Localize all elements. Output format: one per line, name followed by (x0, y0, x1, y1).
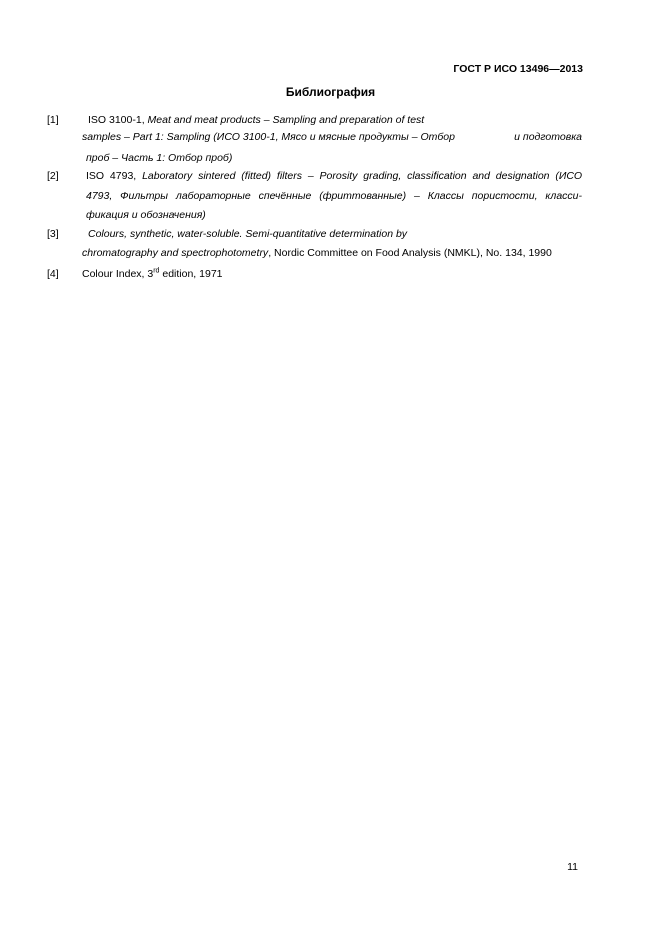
reference-title: 4793, Фильтры лабораторные спечённые (фриттованные) – Классы пористости, класси- (86, 190, 582, 202)
reference-line (86, 152, 232, 165)
reference-number: [1] (47, 114, 59, 126)
reference-title: chromatography and spectrophotometry (82, 247, 269, 259)
reference-number: [4] (47, 268, 59, 280)
reference-text: Colour Index, 3 (82, 268, 154, 280)
reference-title: и подготовка (514, 131, 582, 143)
reference-line (86, 209, 206, 222)
document-header: ГОСТ Р ИСО 13496—2013 (453, 63, 583, 75)
reference-text: , Nordic Committee on Food Analysis (NMKL), No. 134, 1990 (268, 247, 552, 259)
reference-line (82, 247, 552, 260)
reference-title: samples – Part 1: Sampling (ИСО 3100-1, Мясо и мясные продукты – Отбор (82, 131, 455, 143)
reference-line (88, 228, 407, 241)
reference-line (88, 114, 424, 127)
page-number: 11 (567, 861, 578, 873)
reference-title: проб – Часть 1: Отбор проб) (86, 152, 233, 164)
reference-text: ISO 3100-1, (88, 114, 148, 126)
reference-title: фикация и обозначения) (86, 209, 206, 221)
reference-title: Laboratory sintered (fitted) filters – Porosity grading, classification and designation (ИСО (142, 170, 582, 182)
page-title: Библиография (285, 85, 376, 99)
reference-title: Meat and meat products – Sampling and preparation of test (147, 114, 425, 126)
reference-line (82, 131, 582, 144)
reference-line (86, 190, 582, 203)
reference-title: Colours, synthetic, water-soluble. Semi-quantitative determination by (88, 228, 408, 240)
reference-number: [2] (47, 170, 59, 182)
reference-line (82, 268, 223, 281)
reference-number: [3] (47, 228, 59, 240)
ordinal-suffix: rd (153, 267, 160, 275)
reference-text: ISO 4793, (86, 170, 143, 182)
reference-text: edition, 1971 (159, 268, 223, 280)
reference-line (86, 170, 582, 183)
